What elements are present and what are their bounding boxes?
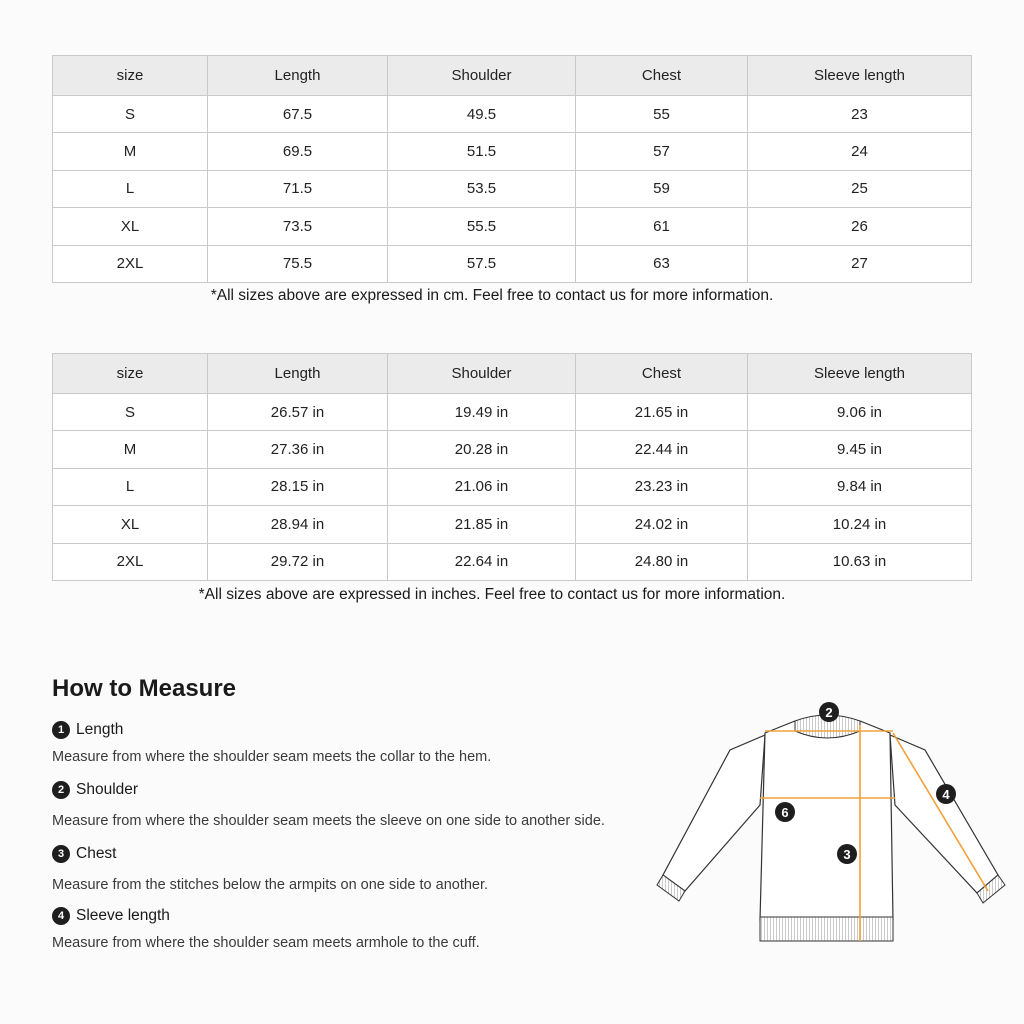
- step-heading: [52, 781, 605, 799]
- badge-3: [837, 844, 857, 864]
- step-label: Sleeve length: [76, 907, 170, 924]
- cell-size: XL: [53, 506, 208, 543]
- step-description: Measure from where the shoulder seam meets the collar to the hem.: [52, 749, 492, 765]
- step-chest: [52, 845, 488, 893]
- sweater-hem: [760, 917, 893, 941]
- cell-sleeve-length: 9.45 in: [748, 431, 972, 468]
- cell-sleeve-length: 23: [748, 96, 972, 133]
- cell-shoulder: 55.5: [388, 208, 576, 245]
- cell-sleeve-length: 24: [748, 133, 972, 170]
- cell-sleeve-length: 10.63 in: [748, 543, 972, 580]
- cell-chest: 21.65 in: [576, 394, 748, 431]
- cell-chest: 57: [576, 133, 748, 170]
- cell-chest: 59: [576, 170, 748, 207]
- cell-shoulder: 49.5: [388, 96, 576, 133]
- cell-length: 71.5: [208, 170, 388, 207]
- cell-size: XL: [53, 208, 208, 245]
- cm-footnote: *All sizes above are expressed in cm. Feel free to contact us for more information.: [210, 287, 774, 304]
- table-row: [53, 170, 972, 207]
- cell-sleeve-length: 9.84 in: [748, 468, 972, 505]
- cell-chest: 24.80 in: [576, 543, 748, 580]
- header-sleeve-length: Sleeve length: [748, 354, 972, 394]
- cell-chest: 24.02 in: [576, 506, 748, 543]
- badge-4: [936, 784, 956, 804]
- header-shoulder: Shoulder: [388, 354, 576, 394]
- step-number-badge: 4: [52, 907, 70, 925]
- cell-shoulder: 20.28 in: [388, 431, 576, 468]
- cell-shoulder: 53.5: [388, 170, 576, 207]
- cell-chest: 61: [576, 208, 748, 245]
- cell-chest: 23.23 in: [576, 468, 748, 505]
- step-heading: [52, 907, 480, 925]
- header-sleeve-length: Sleeve length: [748, 56, 972, 96]
- cell-shoulder: 21.85 in: [388, 506, 576, 543]
- cell-sleeve-length: 27: [748, 245, 972, 282]
- table-row: [53, 245, 972, 282]
- step-description: Measure from the stitches below the armpits on one side to another.: [52, 877, 489, 893]
- cell-length: 28.94 in: [208, 506, 388, 543]
- svg-text:2: 2: [825, 705, 833, 720]
- size-table-inches: [52, 353, 972, 581]
- cell-chest: 63: [576, 245, 748, 282]
- cell-length: 28.15 in: [208, 468, 388, 505]
- cell-length: 29.72 in: [208, 543, 388, 580]
- left-sleeve: [663, 735, 765, 891]
- cell-size: S: [53, 96, 208, 133]
- step-sleeve-length: [52, 907, 480, 951]
- table-row: [53, 506, 972, 543]
- step-label: Shoulder: [76, 781, 139, 798]
- cell-shoulder: 21.06 in: [388, 468, 576, 505]
- svg-text:3: 3: [843, 847, 851, 862]
- cell-sleeve-length: 25: [748, 170, 972, 207]
- cell-shoulder: 57.5: [388, 245, 576, 282]
- header-length: Length: [208, 354, 388, 394]
- cell-sleeve-length: 10.24 in: [748, 506, 972, 543]
- table-row: [53, 96, 972, 133]
- cell-sleeve-length: 26: [748, 208, 972, 245]
- cell-length: 75.5: [208, 245, 388, 282]
- cell-length: 27.36 in: [208, 431, 388, 468]
- step-shoulder: [52, 781, 605, 829]
- cell-size: M: [53, 431, 208, 468]
- header-size: size: [53, 56, 208, 96]
- step-description: Measure from where the shoulder seam meets the sleeve on one side to another side.: [52, 813, 605, 829]
- badge-2: [819, 702, 839, 722]
- step-label: Chest: [76, 845, 117, 862]
- table-row: [53, 394, 972, 431]
- step-label: Length: [76, 721, 124, 738]
- table-header-row: [53, 354, 972, 394]
- table-row: [53, 133, 972, 170]
- cell-size: S: [53, 394, 208, 431]
- right-sleeve: [890, 735, 998, 893]
- how-to-measure-title: How to Measure: [52, 675, 237, 702]
- cell-shoulder: 19.49 in: [388, 394, 576, 431]
- header-size: size: [53, 354, 208, 394]
- header-length: Length: [208, 56, 388, 96]
- cell-sleeve-length: 9.06 in: [748, 394, 972, 431]
- table-row: [53, 543, 972, 580]
- cell-size: M: [53, 133, 208, 170]
- svg-text:4: 4: [942, 787, 950, 802]
- cell-size: 2XL: [53, 543, 208, 580]
- cell-length: 26.57 in: [208, 394, 388, 431]
- step-length: [52, 721, 491, 765]
- header-chest: Chest: [576, 56, 748, 96]
- cell-size: 2XL: [53, 245, 208, 282]
- table-row: [53, 468, 972, 505]
- table-header-row: [53, 56, 972, 96]
- step-heading: [52, 845, 488, 863]
- badge-6: [775, 802, 795, 822]
- step-number-badge: 3: [52, 845, 70, 863]
- cell-chest: 22.44 in: [576, 431, 748, 468]
- header-shoulder: Shoulder: [388, 56, 576, 96]
- cell-length: 73.5: [208, 208, 388, 245]
- step-description: Measure from where the shoulder seam meets armhole to the cuff.: [52, 935, 480, 951]
- table-row: [53, 431, 972, 468]
- step-number-badge: 1: [52, 721, 70, 739]
- cell-size: L: [53, 170, 208, 207]
- cell-shoulder: 51.5: [388, 133, 576, 170]
- sweater-measurement-diagram: [655, 695, 1010, 950]
- step-number-badge: 2: [52, 781, 70, 799]
- step-heading: [52, 721, 491, 739]
- inches-footnote: *All sizes above are expressed in inches. Feel free to contact us for more information.: [198, 586, 786, 603]
- table-row: [53, 208, 972, 245]
- size-table-cm: [52, 55, 972, 283]
- svg-text:6: 6: [781, 805, 789, 820]
- cell-length: 69.5: [208, 133, 388, 170]
- cell-length: 67.5: [208, 96, 388, 133]
- cell-chest: 55: [576, 96, 748, 133]
- cell-size: L: [53, 468, 208, 505]
- header-chest: Chest: [576, 354, 748, 394]
- cell-shoulder: 22.64 in: [388, 543, 576, 580]
